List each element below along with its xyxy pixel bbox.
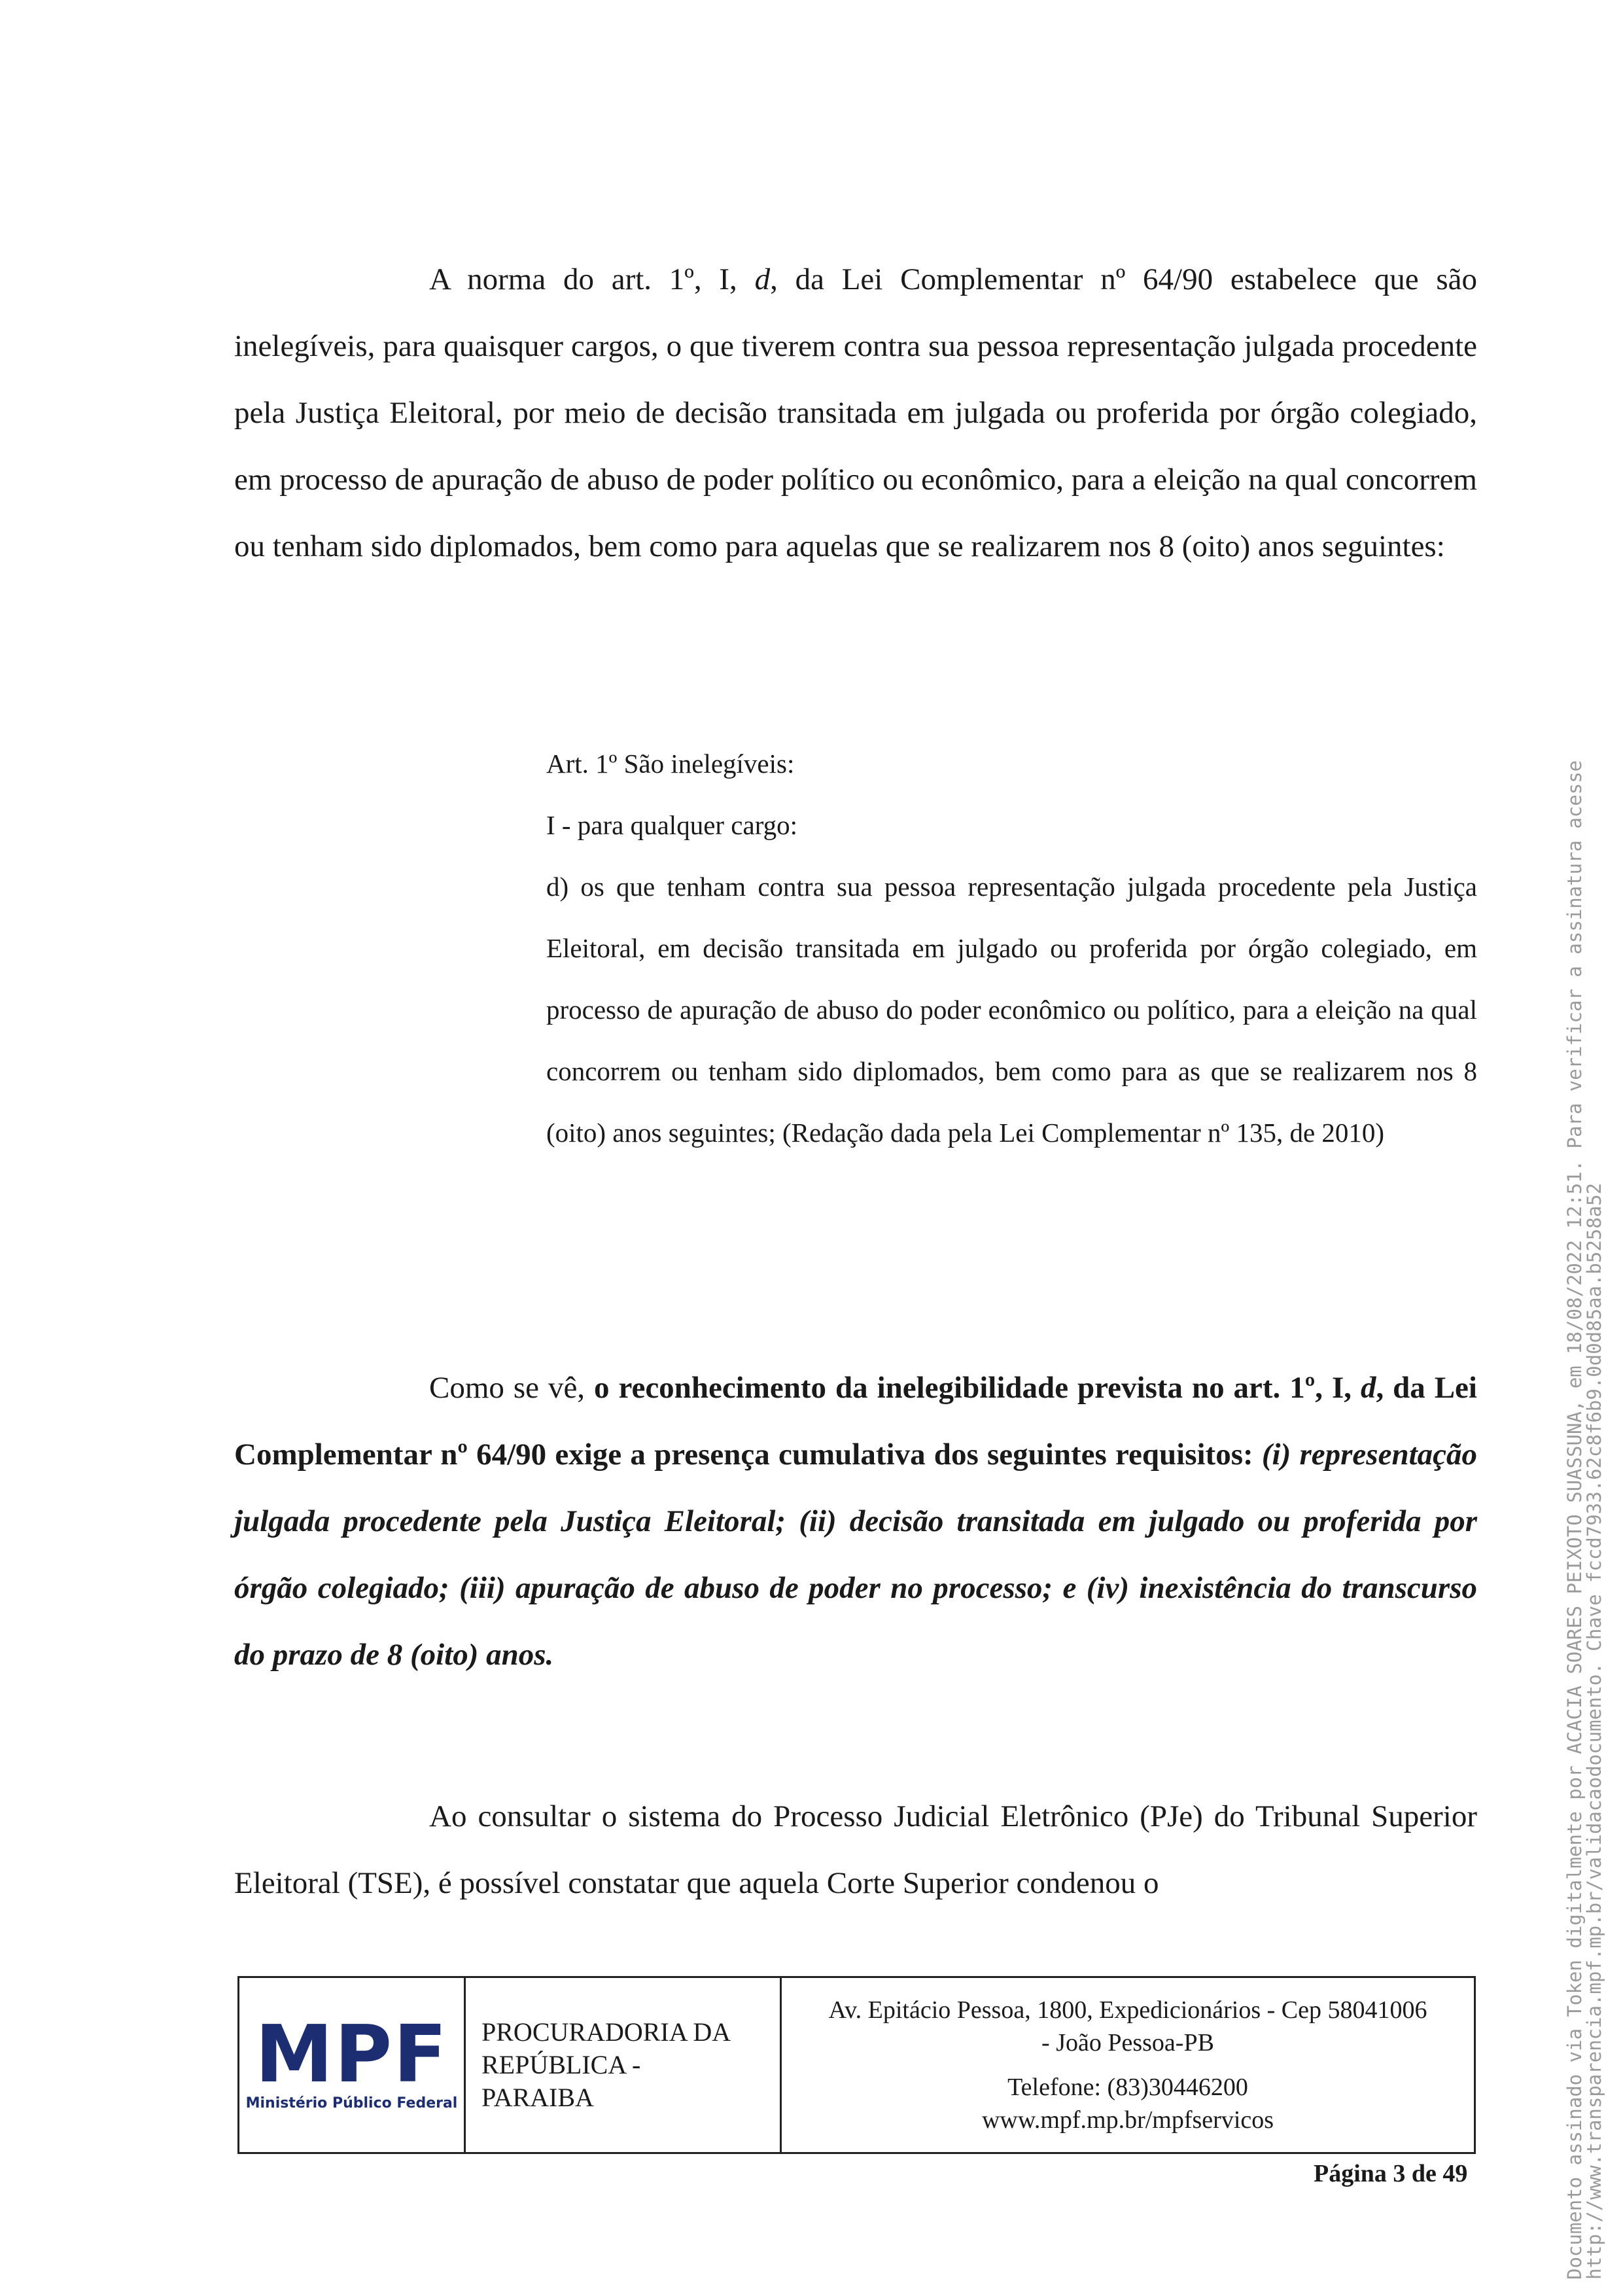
address-line-2: - João Pessoa-PB (1041, 2029, 1214, 2057)
organization-name (466, 1978, 782, 2152)
footer-table (237, 1976, 1476, 2154)
paragraph-2-bold-c: , da Lei Complementar nº 64/90 exige a presença cumulativa dos seguintes requisitos: (234, 1371, 1477, 1472)
paragraph-2-text-a: Como se vê, (429, 1371, 594, 1405)
phone: Telefone: (83)30446200 (1007, 2074, 1248, 2101)
signature-line-2: http://www.transparencia.mpf.mp.br/validacaodocumento. Chave fccd7933.62c8f6b9.0d0d85aa.b5258a52 (1583, 1182, 1605, 2280)
paragraph-1-text-a: A norma do art. 1º, I, (429, 262, 755, 296)
paragraph-1-italic-d: d (754, 262, 771, 296)
quote-line-paragraph-d: d) os que tenham contra sua pessoa representação julgada procedente pela Justiça Eleitoral, em decisão transitada em julgado ou proferida por órgão colegiado, em processo de apuração de abuso do poder econômico ou político, para a eleição na qual concorrem ou tenham sido diplomados, bem como para as que se realizarem nos 8 (oito) anos seguintes; (Redação dada pela Lei Complementar nº 135, de 2010) (546, 872, 1477, 1148)
paragraph-1 (234, 246, 1477, 580)
org-line-3: PARAIBA (481, 2083, 594, 2112)
quote-line-item: I - para qualquer cargo: (546, 810, 797, 840)
paragraph-1-text-b: , da Lei Complementar nº 64/90 estabelece que são inelegíveis, para quaisquer cargos, o que tiverem contra sua pessoa representação julgada procedente pela Justiça Eleitoral, por meio de decisão transitada em julgada ou proferida por órgão colegiado, em processo de apuração de abuso de poder político ou econômico, para a eleição na qual concorrem ou tenham sido diplomados, bem como para aquelas que se realizarem nos 8 (oito) anos seguintes: (234, 262, 1477, 563)
org-line-1: PROCURADORIA DA (481, 2017, 731, 2047)
address-line-1: Av. Epitácio Pessoa, 1800, Expedicionários - Cep 58041006 (828, 1996, 1427, 2024)
mpf-logo (239, 1978, 466, 2152)
org-line-2: REPÚBLICA - (481, 2050, 641, 2079)
paragraph-2-bold-italic-d: d (1360, 1371, 1376, 1405)
mpf-logo-subtitle: Ministério Público Federal (245, 2094, 458, 2111)
page-number: Página 3 de 49 (1314, 2160, 1468, 2187)
paragraph-3-text: Ao consultar o sistema do Processo Judicial Eletrônico (PJe) do Tribunal Superior Eleitoral (TSE), é possível constatar que aquela Corte Superior condenou o (234, 1799, 1477, 1900)
quote-line-article: Art. 1º São inelegíveis: (546, 749, 795, 779)
mpf-logo-mark: MPF (254, 2009, 449, 2100)
paragraph-2-requirements: (i) representação julgada procedente pela Justiça Eleitoral; (ii) decisão transitada em julgado ou proferida por órgão colegiado; (iii) apuração de abuso de poder no processo; e (iv) inexistência do transcurso do prazo de 8 (oito) anos. (234, 1438, 1477, 1672)
legal-quote (546, 733, 1477, 1163)
contact-info (782, 1978, 1474, 2152)
paragraph-2 (234, 1354, 1477, 1688)
website: www.mpf.mp.br/mpfservicos (981, 2106, 1274, 2134)
signature-line-1: Documento assinado via Token digitalmente por ACACIA SOARES PEIXOTO SUASSUNA, em 18/08/2022 12:51. Para verificar a assinatura acesse (1563, 760, 1586, 2280)
digital-signature-note (1565, 760, 1604, 2280)
paragraph-3 (234, 1783, 1477, 1916)
paragraph-2-bold-b: o reconhecimento da inelegibilidade prevista no art. 1º, I, (594, 1371, 1361, 1405)
